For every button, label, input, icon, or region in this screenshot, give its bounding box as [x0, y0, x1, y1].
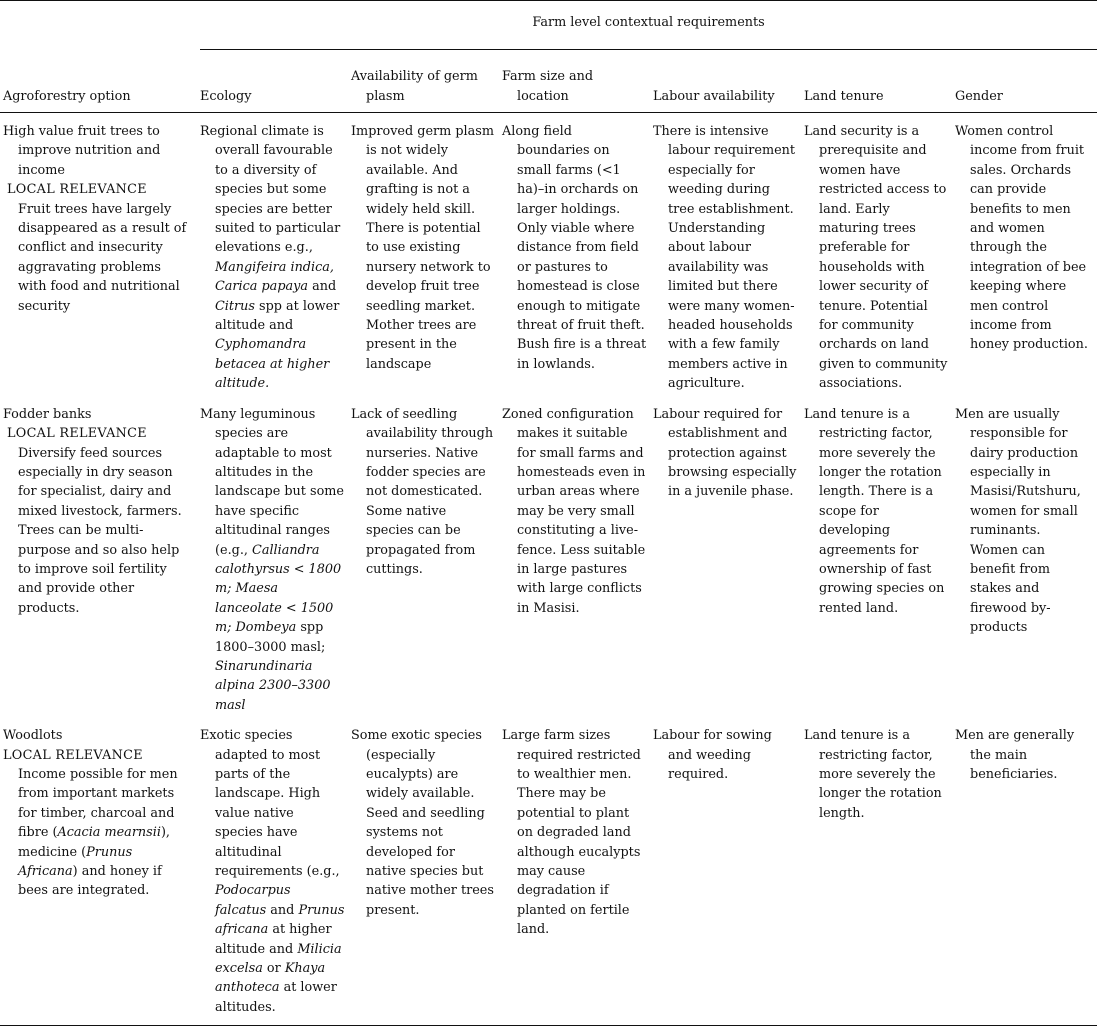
- ecology-text-a: Regional climate is overall favourable to a diversity of species but some species are better suited to particular elevations e.g.,: [200, 124, 341, 256]
- ecology-text-a: Many leguminous species are adaptable to most altitudes in the landscape but some have specific altitudinal ranges (e.g.,: [200, 406, 344, 558]
- germ-plasm-text: Some exotic species (especially eucalypts) are widely available. Seed and seedling systems not developed for native species but native mother trees present.: [351, 728, 494, 918]
- gender-text: Men are usually responsible for dairy production especially in Masisi/Rutshuru, women for small ruminants. Women can benefit from stakes and firewood by-products: [955, 406, 1081, 636]
- germ-plasm-cell: [351, 113, 502, 396]
- relevance-text-b: ), medicine (: [18, 825, 170, 860]
- option-title: Woodlots: [3, 728, 63, 744]
- col-header-farm-size: [502, 50, 653, 113]
- gender-cell: [955, 113, 1097, 396]
- labour-cell: [653, 396, 804, 718]
- species-name: Podocarpus falcatus: [215, 883, 291, 918]
- table-row: [0, 717, 1097, 1026]
- col-header-farm-size-text: Farm size and location: [502, 69, 594, 104]
- ecology-text-c: at higher altitude and: [215, 922, 332, 957]
- ecology-text: [200, 122, 345, 394]
- local-relevance-text: Diversify feed sources especially in dry season for specialist, dairy and mixed livestock, farmers. Trees can be multi-purpose and so also help to improve soil fertility and provide other products.: [18, 445, 182, 616]
- col-header-germ-plasm-text: Availability of germ plasm: [351, 69, 478, 104]
- header-row: [0, 50, 1097, 113]
- local-relevance-label: LOCAL RELEVANCE: [7, 426, 147, 442]
- local-relevance-text: [3, 765, 188, 901]
- species-name: Citrus: [215, 298, 255, 314]
- species-name: Prunus Africana: [18, 844, 133, 880]
- header-spacer: [0, 1, 200, 50]
- labour-text: There is intensive labour requirement especially for weeding during tree establishment. Understanding about labour availability was limited but there were many women-headed households with a few family members active in agriculture.: [653, 124, 796, 392]
- ecology-cell: [200, 113, 351, 396]
- farm-size-cell: [502, 113, 653, 396]
- germ-plasm-text: Improved germ plasm is not widely available. And grafting is not a widely held skill. There is potential to use existing nursery network to develop fruit tree seedling market. Mother trees are present in the landscape: [351, 124, 494, 372]
- gender-text: Women control income from fruit sales. Orchards can provide benefits to men and women through the integration of bee keeping where men control income from honey production.: [955, 124, 1088, 353]
- labour-text: Labour for sowing and weeding required.: [653, 728, 772, 782]
- ecology-text-c: spp at lower altitude and: [215, 298, 340, 334]
- ecology-text: [200, 726, 345, 1017]
- tenure-text: Land security is a prerequisite and women have restricted access to land. Early maturing trees preferable for households with lower security of tenure. Potential for community orchards on land given to community associations.: [804, 124, 948, 392]
- labour-cell: [653, 113, 804, 396]
- species-name: Khaya anthoteca: [215, 961, 326, 996]
- tenure-cell: [804, 113, 955, 396]
- col-header-ecology: Ecology: [200, 88, 252, 104]
- labour-cell: [653, 717, 804, 1026]
- species-name: Sinarundinaria alpina 2300–3300 masl: [215, 658, 331, 713]
- header-row-super: [0, 1, 1097, 50]
- gender-text: Men are generally the main beneficiaries.: [955, 728, 1075, 782]
- farm-size-cell: [502, 396, 653, 718]
- ecology-text-d: or: [266, 961, 281, 977]
- option-cell: [0, 396, 200, 718]
- farm-size-text: Large farm sizes required restricted to wealthier men. There may be potential to plant on degraded land although eucalypts may cause degradation if planted on fertile land.: [502, 728, 641, 938]
- tenure-cell: [804, 717, 955, 1026]
- species-name: Carica papaya: [215, 279, 308, 295]
- relevance-text-c: ) and honey if bees are integrated.: [18, 864, 162, 899]
- species-name: Milicia excelsa: [215, 941, 342, 977]
- option-cell: [0, 113, 200, 396]
- local-relevance-label: LOCAL RELEVANCE: [3, 747, 143, 763]
- species-name: Acacia mearnsii: [57, 825, 161, 841]
- col-header-labour: Labour availability: [653, 88, 775, 104]
- tenure-text: Land tenure is a restricting factor, more severely the longer the rotation length.: [804, 728, 942, 821]
- option-title: High value fruit trees to improve nutrition and income: [3, 124, 161, 178]
- ecology-cell: [200, 717, 351, 1026]
- option-cell: [0, 717, 200, 1026]
- ecology-text-b: and: [270, 902, 295, 918]
- table-row: [0, 113, 1097, 396]
- col-header-germ-plasm: [351, 50, 502, 113]
- relevance-text-a: Income possible for men from important markets for timber, charcoal and fibre (: [18, 767, 178, 841]
- option-title: Fodder banks: [3, 406, 92, 422]
- ecology-text-b: spp 1800–3000 masl;: [215, 620, 326, 655]
- super-header: Farm level contextual requirements: [200, 1, 1097, 50]
- germ-plasm-cell: [351, 396, 502, 718]
- species-name: Mangifeira indica,: [215, 259, 334, 275]
- ecology-cell: [200, 396, 351, 718]
- farm-size-text: Along field boundaries on small farms (<1 ha)–in orchards on larger holdings. Only viable where distance from field or pastures to homestead is close enough to mitigate threat of fruit theft. Bush fire is a threat in lowlands.: [502, 124, 647, 372]
- col-header-option: Agroforestry option: [3, 88, 131, 104]
- col-header-gender: Gender: [955, 88, 1003, 104]
- tenure-text: Land tenure is a restricting factor, more severely the longer the rotation length. There is a scope for developing agreements for ownership of fast growing species on rented land.: [804, 406, 945, 616]
- ecology-text-a: Exotic species adapted to most parts of the landscape. High value native species have altitudinal requirements (e.g.,: [200, 728, 340, 880]
- germ-plasm-text: Lack of seedling availability through nurseries. Native fodder species are not domesticated. Some native species can be propagated from cuttings.: [351, 406, 494, 577]
- species-name: Prunus africana: [215, 902, 345, 938]
- ecology-text: [200, 405, 345, 716]
- gender-cell: [955, 717, 1097, 1026]
- farm-size-text: Zoned configuration makes it suitable for small farms and homesteads even in urban areas where may be very small constituting a live-fence. Less suitable in large pastures with large conflicts in Masisi.: [502, 406, 646, 616]
- ecology-text-b: and: [312, 279, 337, 295]
- tenure-cell: [804, 396, 955, 718]
- germ-plasm-cell: [351, 717, 502, 1026]
- table-row: [0, 396, 1097, 718]
- ecology-text-e: at lower altitudes.: [215, 980, 337, 1015]
- species-name: Cyphomandra betacea at higher altitude.: [215, 337, 330, 392]
- species-name: Calliandra calothyrsus < 1800 m; Maesa lanceolate < 1500 m; Dombeya: [215, 542, 342, 636]
- col-header-tenure: Land tenure: [804, 88, 884, 104]
- gender-cell: [955, 396, 1097, 718]
- farm-size-cell: [502, 717, 653, 1026]
- local-relevance-text: Fruit trees have largely disappeared as a result of conflict and insecurity aggravating problems with food and nutritional security: [18, 201, 187, 314]
- labour-text: Labour required for establishment and protection against browsing especially in a juvenile phase.: [653, 406, 797, 500]
- local-relevance-label: LOCAL RELEVANCE: [7, 182, 147, 198]
